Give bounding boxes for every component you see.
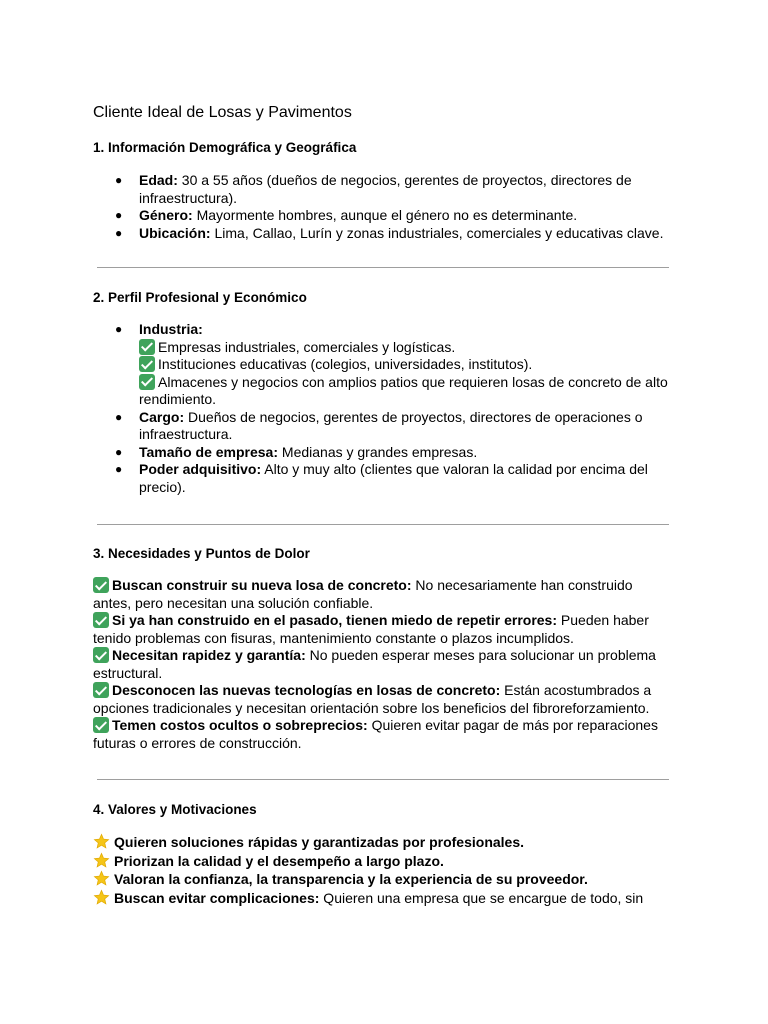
list-item: [93, 172, 683, 207]
section-4-body: [93, 833, 673, 907]
list-item: [93, 444, 683, 462]
star-icon: [93, 852, 110, 869]
list-item: [93, 225, 683, 243]
divider: [97, 524, 669, 525]
check-mark-icon: [139, 356, 155, 372]
star-icon: [93, 833, 110, 850]
item-text: Medianas y grandes empresas.: [278, 443, 478, 460]
list-item: Valoran la confianza, la transparencia y la experiencia de su proveedor.: [93, 870, 673, 889]
check-mark-icon: [93, 682, 109, 698]
section-3-body: [93, 577, 673, 752]
list-item: Si ya han construido en el pasado, tienen miedo de repetir errores: Pueden haber tenido problemas con fisuras, mantenimiento constante o plazos incumplidos.: [93, 612, 649, 646]
section-3-heading: 3. Necesidades y Puntos de Dolor: [93, 546, 310, 561]
list-item: Quieren soluciones rápidas y garantizadas por profesionales.: [93, 833, 673, 852]
section-1-heading: 1. Información Demográfica y Geográfica: [93, 140, 357, 155]
list-item: Temen costos ocultos o sobreprecios: Quieren evitar pagar de más por reparaciones futuras o errores de construcción.: [93, 717, 658, 751]
bullet-icon: ●: [115, 225, 123, 240]
item-text: Mayormente hombres, aunque el género no es determinante.: [192, 207, 578, 223]
bullet-icon: ●: [115, 173, 123, 187]
check-mark-icon: [93, 717, 109, 733]
divider: [97, 267, 669, 268]
list-item: [93, 207, 683, 225]
list-item: [93, 461, 683, 496]
item-label: Ubicación:: [139, 224, 211, 241]
item-label: Industria:: [139, 321, 203, 337]
divider: [97, 779, 669, 780]
section-2-heading: 2. Perfil Profesional y Económico: [93, 290, 307, 305]
list-item: Desconocen las nuevas tecnologías en losas de concreto: Están acostumbrados a opciones tradicionales y necesitan orientación sobre los beneficios del fibroreforzamiento.: [93, 682, 652, 716]
sub-item: Almacenes y negocios con amplios patios que requieren losas de concreto de alto rendimiento.: [139, 373, 668, 407]
star-icon: [93, 870, 110, 887]
check-mark-icon: [93, 577, 109, 593]
check-mark-icon: [93, 612, 109, 628]
item-label: Edad:: [139, 172, 178, 188]
list-item: Buscan evitar complicaciones: Quieren una empresa que se encargue de todo, sin: [93, 889, 673, 908]
item-text: Lima, Callao, Lurín y zonas industriales, comerciales y educativas clave.: [210, 224, 664, 241]
item-label: Poder adquisitivo:: [139, 461, 262, 477]
check-mark-icon: [139, 374, 155, 390]
star-icon: [93, 889, 110, 906]
sub-item: Instituciones educativas (colegios, universidades, institutos).: [139, 356, 683, 374]
item-text: 30 a 55 años (dueños de negocios, gerentes de proyectos, directores de infraestructura).: [139, 172, 632, 206]
bullet-icon: ●: [115, 409, 123, 424]
section-2-list: [93, 321, 683, 496]
list-item: [93, 409, 683, 444]
item-text: Dueños de negocios, gerentes de proyectos, directores de operaciones o infraestructura.: [139, 408, 643, 442]
page-title: Cliente Ideal de Losas y Pavimentos: [93, 104, 352, 121]
list-item: Necesitan rapidez y garantía: No pueden esperar meses para solucionar un problema estructural.: [93, 647, 656, 681]
item-label: Tamaño de empresa:: [139, 443, 279, 460]
list-item: Buscan construir su nueva losa de concreto: No necesariamente han construido antes, pero necesitan una solución confiable.: [93, 577, 633, 611]
list-item: [93, 321, 683, 409]
item-label: Género:: [139, 207, 193, 223]
item-text: Alto y muy alto (clientes que valoran la calidad por encima del precio).: [139, 461, 648, 495]
sub-item: Empresas industriales, comerciales y logísticas.: [139, 339, 683, 357]
section-4-heading: 4. Valores y Motivaciones: [93, 802, 257, 817]
item-label: Cargo:: [139, 408, 185, 425]
list-item: Priorizan la calidad y el desempeño a largo plazo.: [93, 852, 673, 871]
check-mark-icon: [93, 647, 109, 663]
check-mark-icon: [139, 339, 155, 355]
bullet-icon: ●: [115, 444, 123, 459]
bullet-icon: ●: [115, 322, 123, 336]
bullet-icon: ●: [115, 208, 123, 222]
section-1-list: [93, 172, 683, 242]
bullet-icon: ●: [115, 462, 123, 476]
